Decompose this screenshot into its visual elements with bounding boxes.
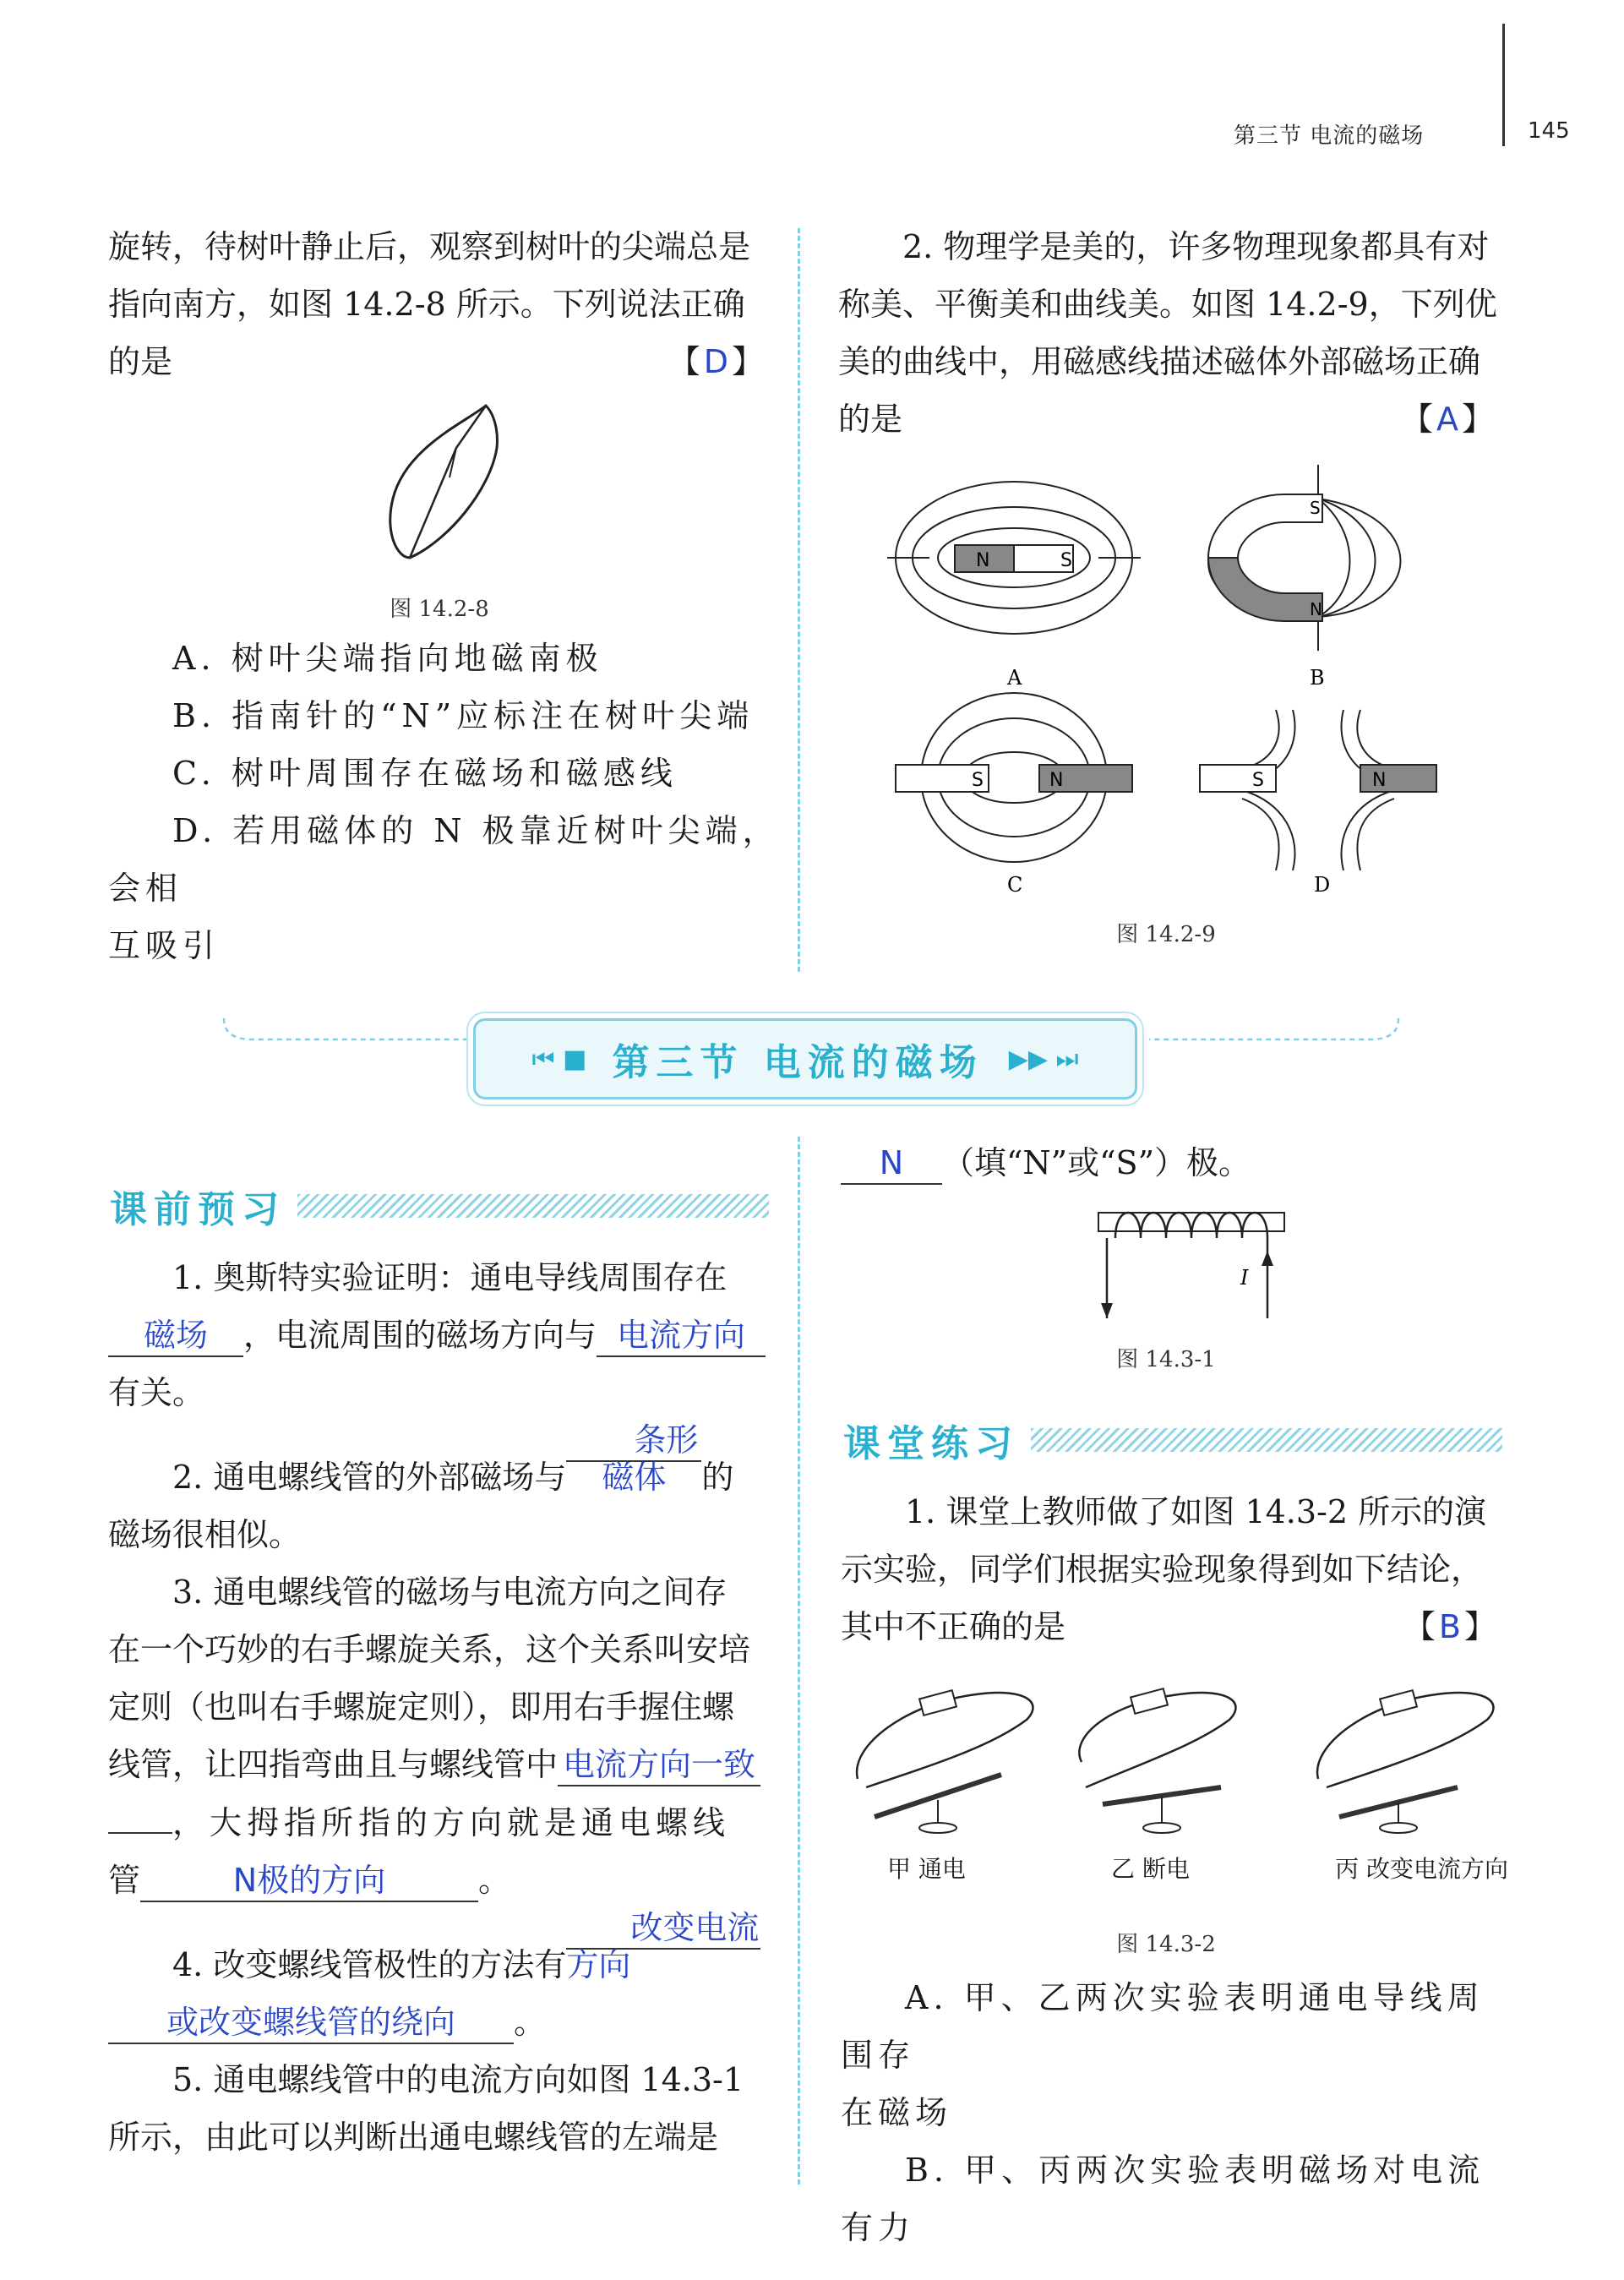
option-b: B. 指南针的“N”应标注在树叶尖端 [172,697,755,734]
option-a-cont: 在磁场 [841,2094,953,2131]
next-nav-icon: ▶▶ ⏭ [1008,1044,1079,1074]
column-divider-bottom [798,1137,800,2185]
option-a: A. 树叶尖端指向地磁南极 [172,640,603,677]
q3-blank-cont [108,1793,172,1834]
solenoid-figure [1090,1200,1293,1327]
q3-line [108,1736,784,1793]
practice-heading: 课堂练习 [843,1422,1019,1465]
heading-hatch [297,1194,769,1218]
figure-caption: 图 14.2-9 [1116,922,1216,947]
figure-caption: 图 14.2-8 [390,597,489,622]
option-b: B. 甲、丙两次实验表明磁场对电流有力 [841,2152,1485,2246]
text-line-tail: 的是 [108,343,173,380]
q3-line: 在一个巧妙的右手螺旋关系，这个关系叫安培 [108,1631,751,1668]
q4-line [108,1994,784,2051]
q2-suffix: 的 [701,1459,734,1496]
text-line: 1. 课堂上教师做了如图 14.3-2 所示的演 [905,1493,1487,1530]
text-line: 2. 物理学是美的，许多物理现象都具有对 [902,228,1490,265]
q1-answer-1: 磁场 [143,1317,208,1354]
q5-answer: N [879,1144,904,1181]
q2-prefix: 2. 通电螺线管的外部磁场与 [172,1459,567,1496]
q2-line [108,1421,784,1506]
text-line-tail: 其中不正确的是 [841,1608,1066,1645]
text-line-tail: 的是 [838,401,903,438]
q4-line [108,1909,784,1994]
q1-line [108,1306,784,1364]
figure-label-d: D [1314,873,1331,897]
q5-suffix: （填“N”或“S”）极。 [942,1144,1251,1181]
preview-heading: 课前预习 [110,1188,286,1231]
panel-label-3: 丙 改变电流方向 [1335,1855,1508,1883]
panel-label-1: 甲 通电 [887,1855,966,1883]
q2-answer: 条形磁体 [602,1421,699,1496]
pole-s: S [972,770,984,791]
q3-l4: 线管，让四指弯曲且与螺线管中 [108,1746,559,1783]
q4-end: 。 [514,2004,547,2041]
q5-continuation [841,1134,1500,1192]
pole-s: S [1310,498,1321,518]
bracket-open: 【 [668,343,704,380]
text-line: 美的曲线中，用磁感线描述磁体外部磁场正确 [838,343,1481,380]
prev-nav-icon: ⏮ ■ [531,1044,587,1074]
figure-caption: 图 14.3-1 [1116,1347,1216,1372]
option-d-cont: 互吸引 [108,927,221,964]
bracket-open: 【 [1400,401,1436,438]
answer: D [703,343,732,380]
q3-l5: ，大拇指所指的方向就是通电螺线 [172,1804,731,1841]
text-line: 示实验，同学们根据实验现象得到如下结论， [841,1551,1484,1588]
pole-n: N [1310,599,1322,619]
pole-n: N [1049,770,1064,791]
q1-answer-2: 电流方向 [617,1317,746,1354]
q2-line: 磁场很相似。 [108,1516,302,1553]
option-d: D. 若用磁体的 N 极靠近树叶尖端，会相 [108,812,780,907]
answer-bracket [668,333,767,390]
current-label: I [1240,1266,1249,1290]
left-top-options [108,630,784,974]
preview-questions [108,1249,784,2166]
q3-line: 定则（也叫右手螺旋定则），即用右手握住螺 [108,1688,735,1726]
text-line [838,390,1497,448]
heading-hatch [1031,1428,1502,1452]
answer: B [1438,1608,1464,1645]
oersted-figure [841,1669,1508,1838]
bracket-close: 】 [731,343,767,380]
practice-options [841,1969,1508,2256]
q3-answer-1: 电流方向一致 [563,1746,756,1783]
header-rule [1502,24,1505,146]
q1-line: 1. 奥斯特实验证明：通电导线周围存在 [172,1259,728,1296]
text-line: 称美、平衡美和曲线美。如图 14.2-9，下列优 [838,286,1497,323]
q4-answer-2: 或改变螺线管的绕向 [166,2004,455,2041]
option-a: A. 甲、乙两次实验表明通电导线周围存 [841,1979,1485,2074]
q5-line: 所示，由此可以判断出通电螺线管的左端是 [108,2119,719,2156]
pole-s: S [1060,550,1072,571]
preview-heading-row [110,1179,769,1233]
text-line [108,333,767,390]
magnetic-field-figures [887,465,1462,904]
leaf-figure [372,397,507,566]
text-line: 指向南方，如图 14.2-8 所示。下列说法正确 [108,286,745,323]
pole-n: N [1372,770,1387,791]
q1-mid: ，电流周围的磁场方向与 [243,1317,597,1354]
left-top-question [108,218,767,390]
page-number: 145 [1528,118,1570,144]
column-divider-top [798,228,800,972]
q5-line: 5. 通电螺线管中的电流方向如图 14.3-1 [172,2061,744,2098]
section-banner-title: 第三节 电流的磁场 [612,1041,984,1084]
figure-caption: 图 14.3-2 [1116,1932,1216,1957]
q3-end: 。 [478,1862,511,1899]
right-top-question [838,218,1497,448]
practice-heading-row [843,1413,1502,1467]
pole-s: S [1252,770,1264,791]
q1-line: 有关。 [108,1374,205,1411]
answer: A [1436,401,1462,438]
bracket-close: 】 [1461,401,1497,438]
answer-bracket [1403,1598,1500,1655]
q4-prefix: 4. 改变螺线管极性的方法有 [172,1946,567,1983]
answer-bracket [1401,390,1497,448]
header-section-title: 第三节 电流的磁场 [1234,123,1425,149]
oersted-labels [841,1851,1508,1885]
text-line: 旋转，待树叶静止后，观察到树叶的尖端总是 [108,228,751,265]
q3-line [108,1793,784,1852]
q3-line [108,1852,784,1909]
q3-l6: 管 [108,1862,141,1899]
figure-label-c: C [1007,873,1023,897]
text-line [841,1598,1500,1655]
bracket-close: 】 [1463,1608,1500,1645]
practice-question [841,1483,1500,1655]
q3-answer-2: N极的方向 [232,1862,386,1899]
figure-label-b: B [1310,666,1325,690]
panel-label-2: 乙 断电 [1111,1855,1190,1883]
section-banner [473,1018,1137,1099]
pole-n: N [976,550,990,571]
q5-answer-line [841,1134,1500,1192]
option-c: C. 树叶周围存在磁场和磁感线 [172,755,678,792]
q3-line: 3. 通电螺线管的磁场与电流方向之间存 [172,1574,728,1611]
bracket-open: 【 [1403,1608,1439,1645]
figure-label-a: A [1007,666,1022,690]
q4-answer-1: 改变电流方向 [566,1909,760,1983]
